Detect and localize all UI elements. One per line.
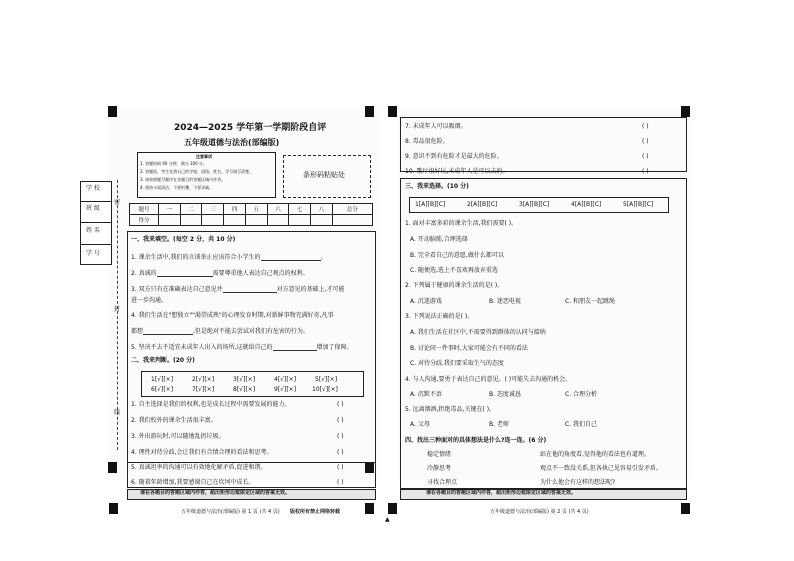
score-header: 一: [159, 204, 181, 215]
corner-mark: [109, 503, 118, 514]
score-table: [129, 203, 373, 226]
fill-question-5: [131, 343, 353, 351]
notice-line: 3. 请按照题号顺序在各题目的答题区域内作答。: [140, 177, 226, 182]
name-field-label: 姓 名: [86, 227, 100, 234]
match-left-item[interactable]: 稳定情绪: [427, 451, 452, 458]
page-number: 五年级道德与法治(部编版) 第 2 页 (共 4 页): [490, 509, 589, 515]
judge-paren[interactable]: ( ): [642, 168, 649, 175]
judge-item: 9. 意识不到有危险才是最大的危险。: [405, 153, 503, 160]
score-cell[interactable]: [224, 215, 246, 226]
score-header: 题号: [130, 204, 159, 215]
choice-answer-option: B. 讨论同一件事时,大家可能会有不同的看法: [410, 345, 528, 352]
seal-char-mi: 密: [114, 199, 121, 206]
score-cell[interactable]: [332, 215, 372, 226]
choice-answer-option: B. 迷恋电视: [489, 298, 521, 305]
q-text: 需要尊重他人表达自己观点的权利。: [212, 270, 309, 277]
judge-item: 3. 外出游玩时,可以随地乱扔垃圾。: [131, 433, 225, 440]
judge-paren[interactable]: ( ): [642, 123, 649, 130]
q-text: ,但是绝对不能去尝试对我们有危害的行为。: [193, 328, 309, 335]
corner-mark: [108, 462, 117, 473]
fill-question-3-cont: 进一步沟通。: [131, 297, 168, 304]
corner-mark: [365, 106, 374, 117]
notice-line: 4. 保持卡面清洁，不要折叠、不要弄破。: [140, 185, 214, 190]
judge-paren[interactable]: ( ): [337, 433, 344, 440]
score-header: 三: [202, 204, 224, 215]
judge-item: 7. 未成年人可以吸烟。: [405, 123, 467, 130]
score-header: 四: [224, 204, 246, 215]
judge-option[interactable]: 4[√][×]: [274, 376, 297, 383]
student-id-field-label: 学 号: [86, 250, 100, 257]
q-text: 5. 坚决不去不适宜未成年人出入的场所,这就给自己的: [131, 344, 273, 351]
field-divider: [80, 244, 111, 245]
judge-option[interactable]: 10[√][×]: [312, 386, 338, 393]
match-left-item[interactable]: 寻找合理点: [427, 479, 458, 486]
judge-answer-box: [141, 371, 364, 397]
q-text: 2. 真诚的: [131, 270, 157, 277]
score-row-label: 得分: [130, 215, 159, 226]
judge-item: 5. 真诚坦率的沟通可以有效地化解矛盾,促进和谐。: [131, 464, 267, 471]
choice-option[interactable]: 3[A][B][C]: [519, 201, 550, 208]
fill-question-1: 1. 课余生活中,我们的言谈举止应该符合小学生的 。: [131, 254, 327, 261]
field-divider: [80, 201, 111, 202]
choice-answer-option: C. 随便选,选上不喜欢再放弃重选: [410, 267, 498, 274]
score-cell[interactable]: [180, 215, 202, 226]
score-header: 八: [311, 204, 333, 215]
fill-question-3: [131, 285, 345, 293]
choice-question: 5. 远离烟酒,拒绝毒品,关键在( )。: [405, 406, 496, 413]
answer-blank[interactable]: [273, 343, 317, 351]
seal-char-xian: 线: [114, 409, 121, 416]
judge-paren[interactable]: ( ): [337, 464, 344, 471]
judge-item: 10. 歌厅很好玩,未成年人是可以去的。: [405, 168, 509, 175]
choice-answer-option: B. 态度诚恳: [489, 391, 521, 398]
choice-option[interactable]: 4[A][B][C]: [571, 201, 602, 208]
copyright-note: 版权所有禁止网络转载: [290, 509, 341, 515]
choice-answer-option: A. 开动脑筋,合理选择: [410, 236, 468, 243]
section4-title: 四、找出三种面对的具体想法是什么?连一连。(6 分): [405, 437, 547, 444]
judge-item: 4. 理性对待分歧,会让我们有合情合理的看法和思考。: [131, 449, 273, 456]
score-header: 总分: [332, 204, 372, 215]
choice-option[interactable]: 2[A][B][C]: [467, 201, 498, 208]
q-text: 1. 课余生活中,我们的言谈举止应该符合小学生的: [131, 254, 261, 261]
section3-title: 三、我来选择。(10 分): [405, 183, 469, 190]
judge-item: 8. 毒品很危险。: [405, 138, 449, 145]
notice-heading: 注意事项: [196, 154, 212, 159]
score-header: 五: [245, 204, 267, 215]
choice-answer-option: A. 父母: [410, 421, 430, 428]
page-number: 五年级道德与法治(部编版) 第 1 页 (共 4 页): [181, 509, 280, 515]
judge-paren[interactable]: ( ): [337, 479, 344, 486]
choice-question: 4. 与人沟通,要勇于表达自己的意见。( )可能失去沟通的机会。: [405, 376, 572, 383]
judge-option[interactable]: 3[√][×]: [233, 376, 256, 383]
score-cell[interactable]: [159, 215, 181, 226]
exam-title: 2024—2025 学年第一学期阶段自评: [174, 123, 327, 133]
corner-mark: [388, 503, 397, 514]
corner-mark: [681, 503, 690, 514]
notice-line: 1. 答题时间 60 分钟，满分 100 分。: [140, 161, 207, 166]
q-text: 都想: [131, 328, 144, 335]
judge-item: 1. 自主选择是我们的权利,也是成长过程中需要发展的能力。: [131, 401, 291, 408]
fill-question-4-cont: [131, 327, 309, 335]
answer-blank[interactable]: [223, 285, 277, 293]
corner-mark: [365, 503, 374, 514]
score-header: 二: [180, 204, 202, 215]
choice-answer-option: C. 合理分析: [565, 391, 598, 398]
judge-item: 2. 我们校外的课余生活很丰富。: [131, 417, 217, 424]
score-cell[interactable]: [289, 215, 311, 226]
judge-option[interactable]: 7[√][×]: [192, 386, 215, 393]
choice-answer-option: B. 完全看自己的意愿,做什么都可以: [410, 252, 504, 259]
choice-answer-option: A. 沉迷游戏: [410, 298, 442, 305]
choice-answer-option: C. 和朋友一起跳绳: [565, 298, 616, 305]
answer-blank[interactable]: [261, 253, 321, 261]
choice-option[interactable]: 1[A][B][C]: [415, 201, 446, 208]
score-cell[interactable]: [245, 215, 267, 226]
score-cell[interactable]: [267, 215, 289, 226]
score-cell[interactable]: [311, 215, 333, 226]
fill-question-4: 4. 我们生活在"想独立""渴望成熟"的心理发育时期,对新鲜事物充满好奇,凡事: [131, 312, 334, 319]
notice-line: 2. 答题前，考生先将自己的学校、班级、姓名、学号填写清楚。: [140, 169, 254, 174]
section2-title: 二、我来判断。(20 分): [131, 357, 195, 364]
match-right-item[interactable]: 站在他的角度看,觉得他的看法也有道理。: [540, 451, 650, 458]
barcode-label: 条形码粘贴处: [303, 171, 345, 179]
match-left-item[interactable]: 冷静思考: [427, 465, 452, 472]
judge-option[interactable]: 2[√][×]: [192, 376, 215, 383]
footer-note: 请在各题目的答题区域内作答，超出矩形边框限定区域的答案无效。: [140, 490, 291, 496]
score-header: 六: [267, 204, 289, 215]
score-header: 七: [289, 204, 311, 215]
score-cell[interactable]: [202, 215, 224, 226]
corner-mark: [388, 106, 397, 117]
exam-subtitle: 五年级道德与法治(部编版): [184, 138, 280, 147]
match-right-item[interactable]: 为什么他会有这样的想法呢?: [540, 479, 616, 486]
answer-blank[interactable]: [143, 327, 193, 335]
school-field-label: 学 校: [86, 185, 100, 192]
judge-paren[interactable]: ( ): [642, 153, 649, 160]
choice-answer-option: C. 对待分歧,我们要采取生气的态度: [410, 360, 504, 367]
footer-note: 请在各题目的答题区域内作答，超出矩形边框限定区域的答案无效。: [426, 490, 577, 496]
match-right-item[interactable]: 观点不一致没关系,但各执己见容易引发矛盾。: [540, 465, 662, 472]
choice-answer-option: A. 沉默不语: [410, 391, 442, 398]
judge-item: 6. 随着年龄增加,我要感谢自己在坎坷中成长。: [131, 479, 255, 486]
judge-option[interactable]: 5[√][×]: [315, 376, 338, 383]
choice-option[interactable]: 5[A][B][C]: [623, 201, 654, 208]
section1-title: 一、我来填空。(每空 2 分，共 10 分): [131, 236, 236, 243]
corner-mark: [108, 106, 117, 117]
judge-paren[interactable]: ( ): [337, 401, 344, 408]
judge-option[interactable]: 9[√][×]: [274, 386, 297, 393]
choice-question: 1. 面对丰富多彩的课余生活,我们需要( )。: [405, 220, 518, 227]
choice-question: 2. 下列属于健康的课余生活的是( )。: [405, 282, 504, 289]
answer-blank[interactable]: [157, 269, 213, 277]
choice-question: 3. 下列说法正确的是( )。: [405, 313, 474, 320]
q-text: 3. 双方只有在准确表达自己意见并: [131, 286, 223, 293]
choice-answer-option: C. 我们自己: [565, 421, 598, 428]
q-text: 对方意见的基础上,才可能: [276, 286, 345, 293]
q-text: 增加了保障。: [316, 344, 353, 351]
judge-paren[interactable]: ( ): [337, 449, 344, 456]
fold-marker-icon: ▲: [385, 516, 390, 523]
judge-option[interactable]: 6[√][×]: [151, 386, 174, 393]
judge-option[interactable]: 1[√][×]: [151, 376, 174, 383]
class-field-label: 班 级: [86, 205, 100, 212]
judge-option[interactable]: 8[√][×]: [233, 386, 256, 393]
corner-mark: [681, 106, 690, 117]
choice-answer-option: A. 我们生活在社区中,不需要得到群体的认同与接纳: [410, 329, 546, 336]
judge-paren[interactable]: ( ): [642, 138, 649, 145]
choice-answer-option: B. 老师: [489, 421, 509, 428]
judge-paren[interactable]: ( ): [337, 417, 344, 424]
field-divider: [80, 222, 111, 223]
seal-char-feng: 封: [114, 306, 121, 313]
fill-question-2: [131, 269, 309, 277]
